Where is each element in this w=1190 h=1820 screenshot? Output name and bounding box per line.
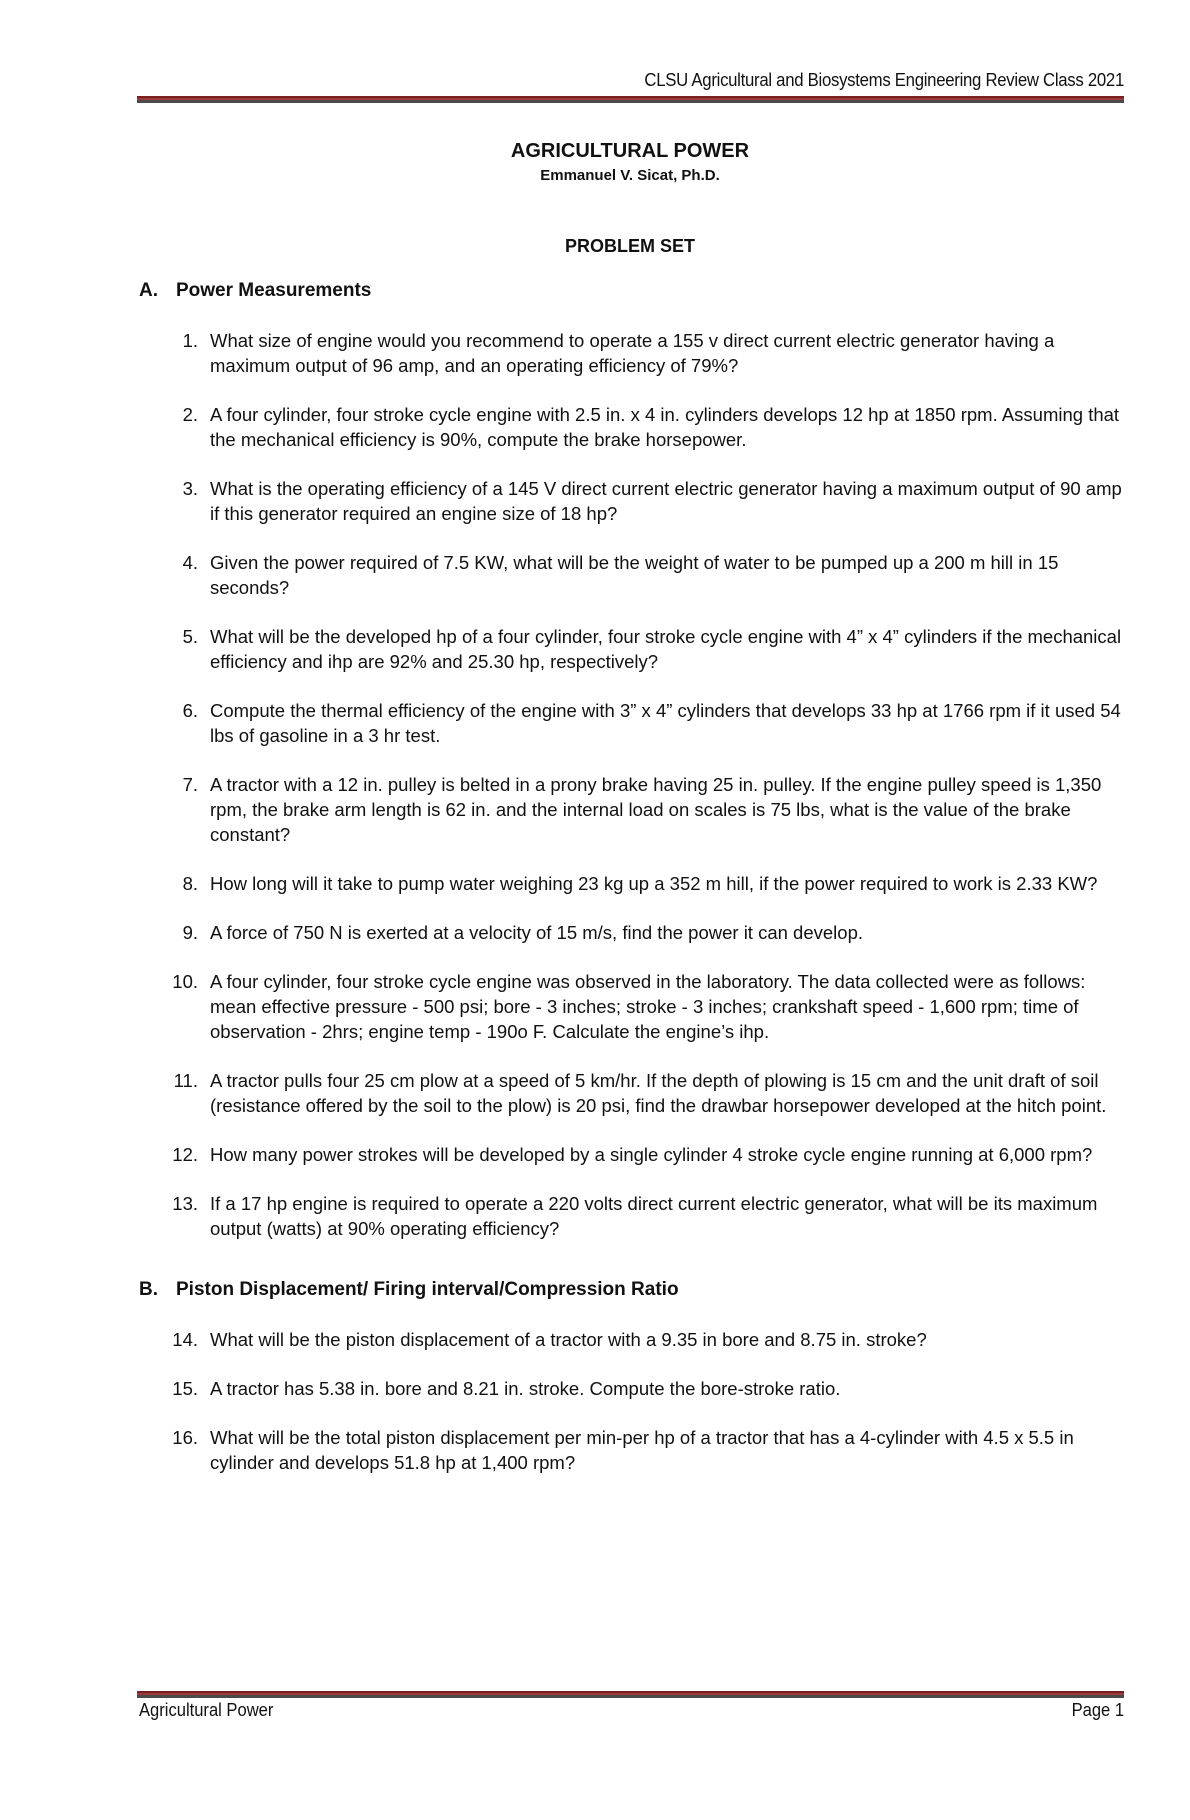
section-heading-a — [139, 280, 1124, 302]
footer-document-name: Agricultural Power — [139, 1700, 274, 1720]
problem-item — [139, 1425, 1124, 1475]
problem-text: A tractor pulls four 25 cm plow at a speed of 5 km/hr. If the depth of plowing is 15 cm and the unit draft of soil (resistance offered by the soil to the plow) is 20 psi, find the drawbar horsepower developed at the hitch point. — [210, 1070, 1107, 1116]
section-heading-b — [139, 1279, 1124, 1301]
problem-text: A tractor has 5.38 in. bore and 8.21 in. stroke. Compute the bore-stroke ratio. — [210, 1378, 841, 1399]
header-rule — [137, 96, 1124, 103]
content — [139, 280, 1124, 1499]
problem-text: A four cylinder, four stroke cycle engine with 2.5 in. x 4 in. cylinders develops 12 hp at 1850 rpm. Assuming that the mechanical efficiency is 90%, compute the brake horsepower. — [210, 404, 1120, 450]
problem-number: 4. — [182, 552, 198, 573]
problem-number: 14. — [172, 1329, 198, 1350]
problem-item — [139, 402, 1124, 452]
problem-number: 12. — [172, 1144, 198, 1165]
problem-item — [139, 328, 1124, 378]
title-block — [0, 140, 1190, 184]
running-footer — [139, 1700, 1124, 1721]
problem-item — [139, 1142, 1124, 1167]
footer-rule — [137, 1691, 1124, 1698]
problem-item — [139, 476, 1124, 526]
problem-item — [139, 1376, 1124, 1401]
problem-list-a — [139, 328, 1124, 1241]
problem-item — [139, 1068, 1124, 1118]
problem-number: 2. — [182, 404, 198, 425]
problem-item — [139, 969, 1124, 1044]
problem-item — [139, 1327, 1124, 1352]
problem-item — [139, 550, 1124, 600]
section-letter: B. — [139, 1279, 158, 1300]
problem-text: A force of 750 N is exerted at a velocity of 15 m/s, find the power it can develop. — [210, 922, 863, 943]
problem-text: Given the power required of 7.5 KW, what will be the weight of water to be pumped up a 200 m hill in 15 seconds? — [210, 552, 1059, 598]
problem-number: 16. — [172, 1427, 198, 1448]
problem-text: What will be the piston displacement of a tractor with a 9.35 in bore and 8.75 in. stroke? — [210, 1329, 927, 1350]
problem-set-title: PROBLEM SET — [564, 236, 695, 256]
section-title: Piston Displacement/ Firing interval/Compression Ratio — [176, 1279, 679, 1300]
problem-text: What size of engine would you recommend to operate a 155 v direct current electric generator having a maximum output of 96 amp, and an operating efficiency of 79%? — [210, 330, 1055, 376]
problem-item — [139, 624, 1124, 674]
problem-text: A tractor with a 12 in. pulley is belted in a prony brake having 25 in. pulley. If the engine pulley speed is 1,350 rpm, the brake arm length is 62 in. and the internal load on scales is 75 lbs, what is the value of the brake constant? — [210, 774, 1102, 845]
problem-number: 1. — [182, 330, 198, 351]
problem-item — [139, 871, 1124, 896]
problem-text: How long will it take to pump water weighing 23 kg up a 352 m hill, if the power required to work is 2.33 KW? — [210, 873, 1098, 894]
problem-item — [139, 1191, 1124, 1241]
problem-number: 11. — [173, 1070, 198, 1091]
problem-number: 15. — [172, 1378, 198, 1399]
problem-text: A four cylinder, four stroke cycle engine was observed in the laboratory. The data collected were as follows: mean effective pressure - 500 psi; bore - 3 inches; stroke - 3 inches; crankshaft speed - 1,600 rpm; time of observation - 2hrs; engine temp - 190o F. Calculate the engine’s ihp. — [210, 971, 1086, 1042]
problem-list-b — [139, 1327, 1124, 1475]
section-letter: A. — [139, 280, 158, 301]
problem-text: What will be the developed hp of a four cylinder, four stroke cycle engine with 4” x 4” cylinders if the mechanical efficiency and ihp are 92% and 25.30 hp, respectively? — [210, 626, 1122, 672]
problem-number: 5. — [182, 626, 198, 647]
problem-item — [139, 698, 1124, 748]
section-title: Power Measurements — [176, 280, 372, 301]
problem-number: 6. — [182, 700, 198, 721]
problem-number: 8. — [182, 873, 198, 894]
running-header: CLSU Agricultural and Biosystems Engineering Review Class 2021 — [644, 70, 1124, 90]
problem-number: 10. — [172, 971, 198, 992]
problem-text: How many power strokes will be developed by a single cylinder 4 stroke cycle engine running at 6,000 rpm? — [210, 1144, 1093, 1165]
document-author: Emmanuel V. Sicat, Ph.D. — [540, 167, 720, 184]
problem-text: What is the operating efficiency of a 145 V direct current electric generator having a maximum output of 90 amp if this generator required an engine size of 18 hp? — [210, 478, 1122, 524]
problem-number: 3. — [182, 478, 198, 499]
problem-text: If a 17 hp engine is required to operate a 220 volts direct current electric generator, what will be its maximum output (watts) at 90% operating efficiency? — [210, 1193, 1098, 1239]
problem-text: What will be the total piston displacement per min-per hp of a tractor that has a 4-cylinder with 4.5 x 5.5 in cylinder and develops 51.8 hp at 1,400 rpm? — [210, 1427, 1074, 1473]
problem-number: 7. — [182, 774, 198, 795]
page-number: Page 1 — [1071, 1700, 1124, 1720]
problem-number: 9. — [182, 922, 198, 943]
problem-text: Compute the thermal efficiency of the engine with 3” x 4” cylinders that develops 33 hp at 1766 rpm if it used 54 lbs of gasoline in a 3 hr test. — [210, 700, 1121, 746]
problem-item — [139, 920, 1124, 945]
problem-number: 13. — [172, 1193, 198, 1214]
problem-item — [139, 772, 1124, 847]
document-title: AGRICULTURAL POWER — [510, 140, 750, 162]
